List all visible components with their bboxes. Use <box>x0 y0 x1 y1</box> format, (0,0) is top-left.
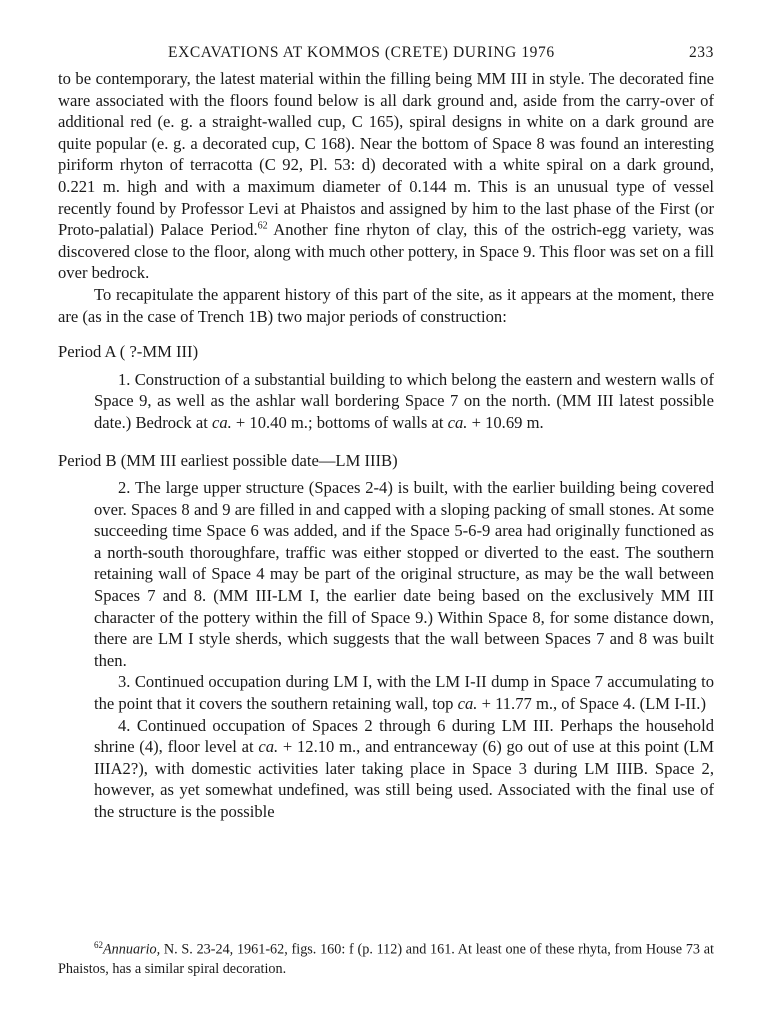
paragraph-text: to be contemporary, the latest material within the filling being MM III in style. The decorated fine ware associated with the floors found below is all dark ground and, aside from the carry-over of additional red (e. g. a straight-walled cup, C 165), spiral designs in white on a dark ground are quite popular (e. g. a decorated cup, C 168). Near the bottom of Space 8 was found an interesting piriform rhyton of terracotta (C 92, Pl. 53: d) decorated with a white spiral on a dark ground, 0.221 m. high and with a maximum diameter of 0.144 m. This is an unusual type of vessel recently found by Professor Levi at Phaistos and assigned by him to the last phase of the First (or Proto-palatial) Palace Period. <box>58 69 714 240</box>
running-header <box>58 44 714 68</box>
footnote-text: N. S. 23-24, 1961-62, figs. 160: f (p. 112) and 161. At least one of these rhyta, from House 73 at Phaistos, has a similar spiral decoration. <box>58 941 714 978</box>
item-text: + 10.69 m. <box>467 412 544 432</box>
item-text: 4. Continued occupation of Spaces 2 through 6 during LM III. Perhaps the household shrine (4), floor level at <box>94 715 714 757</box>
item-text: + 12.10 m., and entranceway (6) go out of use at this point (LM IIIA2?), with domestic activities later taking place in Space 3 during LM IIIB. Space 2, however, as yet somewhat undefined, was still being used. Associated with the final use of the structure is the possible <box>94 737 714 821</box>
footnote-number: 62 <box>94 940 103 950</box>
paragraph-recapitulation: To recapitulate the apparent history of this part of the site, as it appears at the moment, there are (as in the case of Trench 1B) two major periods of construction: <box>58 284 714 326</box>
period-a-heading: Period A ( ?-MM III) <box>58 342 199 362</box>
item-text: 3. Continued occupation during LM I, with the LM I-II dump in Space 7 accumulating to the point that it covers the southern retaining wall, top <box>94 672 714 714</box>
list-item-3 <box>94 671 714 714</box>
item-text: + 10.40 m.; bottoms of walls at <box>231 412 448 432</box>
paragraph-text: Another fine rhyton of clay, this of the ostrich-egg variety, was discovered close to the floor, along with much other pottery, in Space 9. This floor was set on a fill over bedrock. <box>58 220 714 283</box>
abbreviation-circa: ca. <box>258 737 279 757</box>
running-title: EXCAVATIONS AT KOMMOS (CRETE) DURING 1976 <box>168 44 555 61</box>
abbreviation-circa: ca. <box>211 412 232 432</box>
page-content <box>58 44 714 823</box>
list-item-2: 2. The large upper structure (Spaces 2-4) is built, with the earlier building being covered over. Spaces 8 and 9 are filled in and capped with a sloping packing of small stones. At some succeeding time Space 6 was added, and if the Space 5-6-9 area had originally functioned as a north-south thoroughfare, traffic was either stopped or diverted to the east. The southern retaining wall of Space 4 may be part of the original structure, as may be the wall between Spaces 7 and 8. (MM III-LM I, the earlier date being based on the exclusively MM III character of the pottery within the fill of Space 9.) Within Space 8, for some distance down, there are LM I style sherds, which suggests that the wall between Spaces 7 and 8 was built then. <box>94 478 714 670</box>
list-item-1 <box>94 369 714 434</box>
period-b-heading: Period B (MM III earliest possible date—LM IIIB) <box>58 450 398 470</box>
footnote-journal: Annuario, <box>103 941 161 958</box>
body-text <box>58 68 714 823</box>
abbreviation-circa: ca. <box>457 694 478 714</box>
list-item-4 <box>94 715 714 823</box>
item-text: 1. Construction of a substantial building to which belong the eastern and western walls of Space 9, as well as the ashlar wall bordering Space 7 on the north. (MM III latest possible date.) Bedrock at <box>94 369 714 432</box>
footnote <box>58 936 714 980</box>
page-number: 233 <box>688 44 714 61</box>
item-text: + 11.77 m., of Space 4. (LM I-II.) <box>477 694 706 714</box>
footnote-reference[interactable]: 62 <box>257 220 268 232</box>
paragraph-continued <box>58 68 714 284</box>
abbreviation-circa: ca. <box>447 412 468 432</box>
